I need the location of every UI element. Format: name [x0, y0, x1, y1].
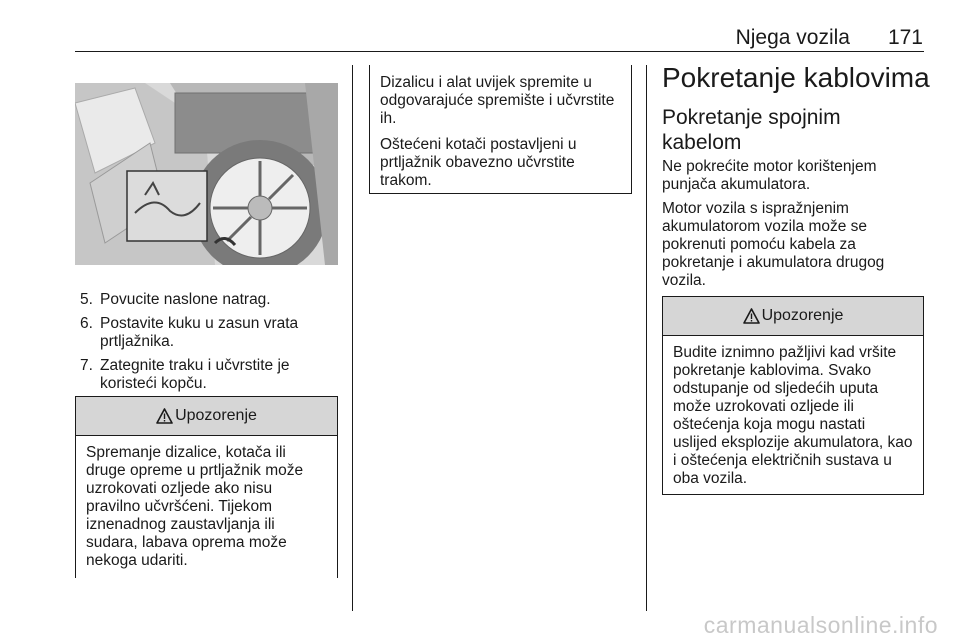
body-paragraph: Motor vozila s ispražnjenim akumulatorom vozila može se pokrenuti pomoću kabela za pokretanje i akumulatora drugog vozila.	[662, 200, 885, 289]
step-number: 7.	[80, 357, 93, 374]
warning-text: Spremanje dizalice, kotača ili druge opreme u prtljažnik može uzrokovati ozljede ako nisu pravilno učvršćeni. Tijekom iznenadnog zaustavljanja ili sudara, labava oprema može nekoga udariti.	[86, 444, 304, 569]
warning-triangle-icon	[156, 408, 173, 424]
warning-text: Budite iznimno pažljivi kad vršite pokretanje kablovima. Svako odstupanje od sljedećih uputa može uzrokovati ozljede ili oštećenja koja mogu nastati uslijed eksplozije akumulatora, kao i oštećenja električnih sustava u oba vozila.	[673, 344, 913, 487]
step-item	[80, 357, 342, 393]
instruction-steps	[80, 291, 342, 399]
step-item	[80, 291, 342, 309]
watermark: carmanualsonline.info	[703, 612, 938, 638]
warning-triangle-icon	[743, 308, 760, 324]
page-number: 171	[887, 26, 923, 49]
warning-header	[663, 297, 923, 336]
trunk-spare-wheel-illustration	[75, 83, 338, 265]
tool-storage-note-box	[369, 65, 632, 194]
step-number: 5.	[80, 291, 93, 308]
note-paragraph: Oštećeni kotači postavljeni u prtljažnik obavezno učvrstite trakom.	[380, 136, 577, 189]
note-paragraph: Dizalicu i alat uvijek spremite u odgovarajuće spremište i učvrstite ih.	[380, 74, 615, 127]
subsection-heading: Pokretanje spojnim kabelom	[662, 106, 841, 154]
step-text: Povucite naslone natrag.	[100, 291, 271, 308]
column-divider-left	[352, 65, 353, 611]
warning-header	[76, 397, 337, 436]
header-divider	[75, 51, 924, 52]
warning-title: Upozorenje	[761, 307, 844, 324]
warning-title: Upozorenje	[175, 407, 257, 424]
step-item	[80, 315, 342, 351]
step-text: Postavite kuku u zasun vrata prtljažnika.	[100, 315, 299, 350]
step-text: Zategnite traku i učvrstite je koristeći kopču.	[100, 357, 290, 392]
step-number: 6.	[80, 315, 93, 332]
column-divider-right	[646, 65, 647, 611]
body-paragraph: Ne pokrećite motor korištenjem punjača akumulatora.	[662, 158, 877, 193]
section-title: Njega vozila	[735, 26, 850, 49]
warning-box-equipment	[75, 396, 338, 578]
section-heading: Pokretanje kablovima	[662, 62, 930, 93]
warning-box-jump-start	[662, 296, 924, 495]
